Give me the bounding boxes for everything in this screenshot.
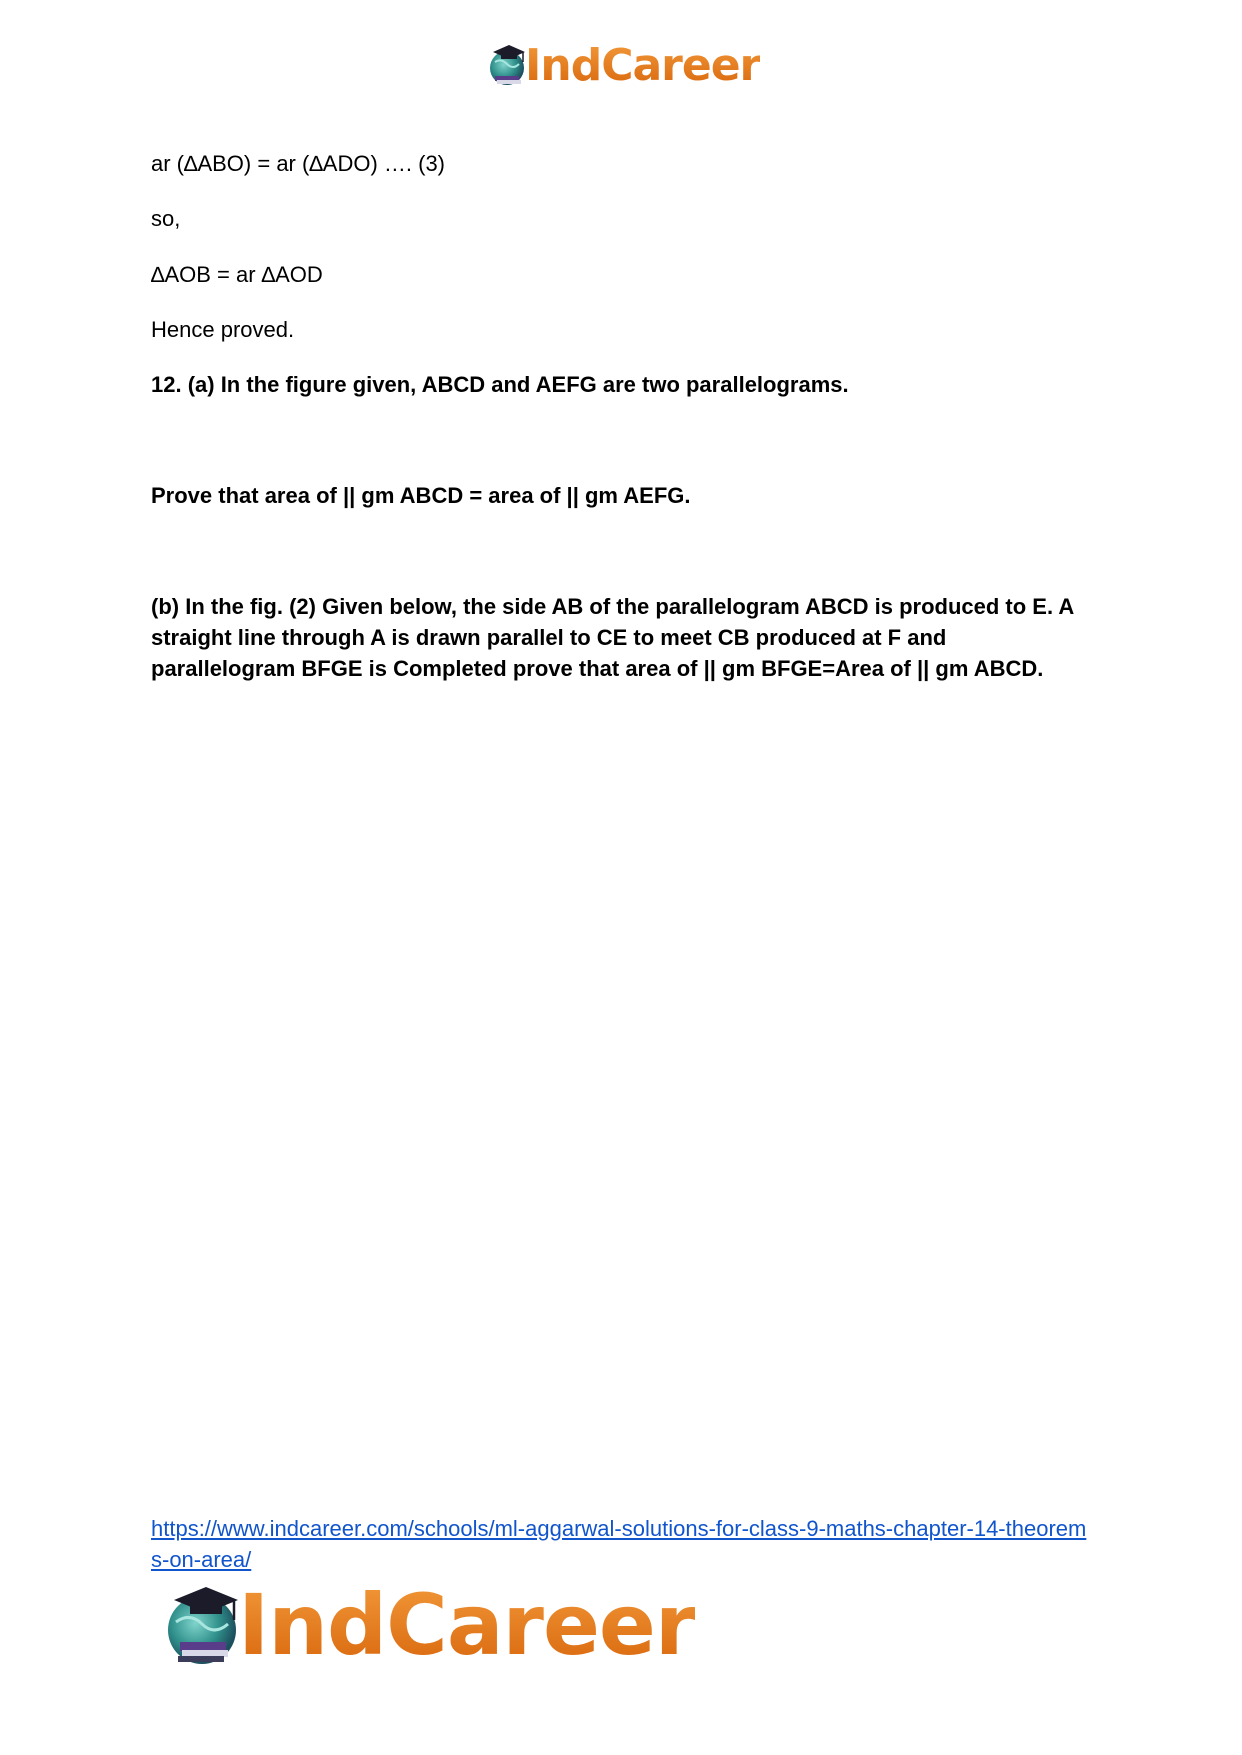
header-logo <box>487 40 760 90</box>
footer-logo-text: IndCareer <box>238 1576 696 1674</box>
equation-line-2: ∆AOB = ar ∆AOD <box>151 262 323 287</box>
text-line-so: so, <box>151 206 181 231</box>
footer-logo <box>162 1576 696 1674</box>
source-link[interactable]: https://www.indcareer.com/schools/ml-aggarwal-solutions-for-class-9-maths-chapter-14-theorems-on-area/ <box>151 1516 1087 1572</box>
question-12b: (b) In the fig. (2) Given below, the side AB of the parallelogram ABCD is produced to E. A straight line through A is drawn parallel to CE to meet CB produced at F and parallelogram BFGE is Completed prove that area of || gm BFGE=Area of || gm ABCD. <box>151 594 1074 681</box>
header-logo-text: IndCareer <box>525 39 761 91</box>
globe-books-graduation-cap-icon <box>162 1582 248 1668</box>
question-12a-title: 12. (a) In the figure given, ABCD and AEFG are two parallelograms. <box>151 372 849 397</box>
question-12a-prove: Prove that area of || gm ABCD = area of || gm AEFG. <box>151 483 691 508</box>
equation-line-1: ar (∆ABO) = ar (∆ADO) …. (3) <box>151 151 446 176</box>
conclusion-line: Hence proved. <box>151 317 295 342</box>
